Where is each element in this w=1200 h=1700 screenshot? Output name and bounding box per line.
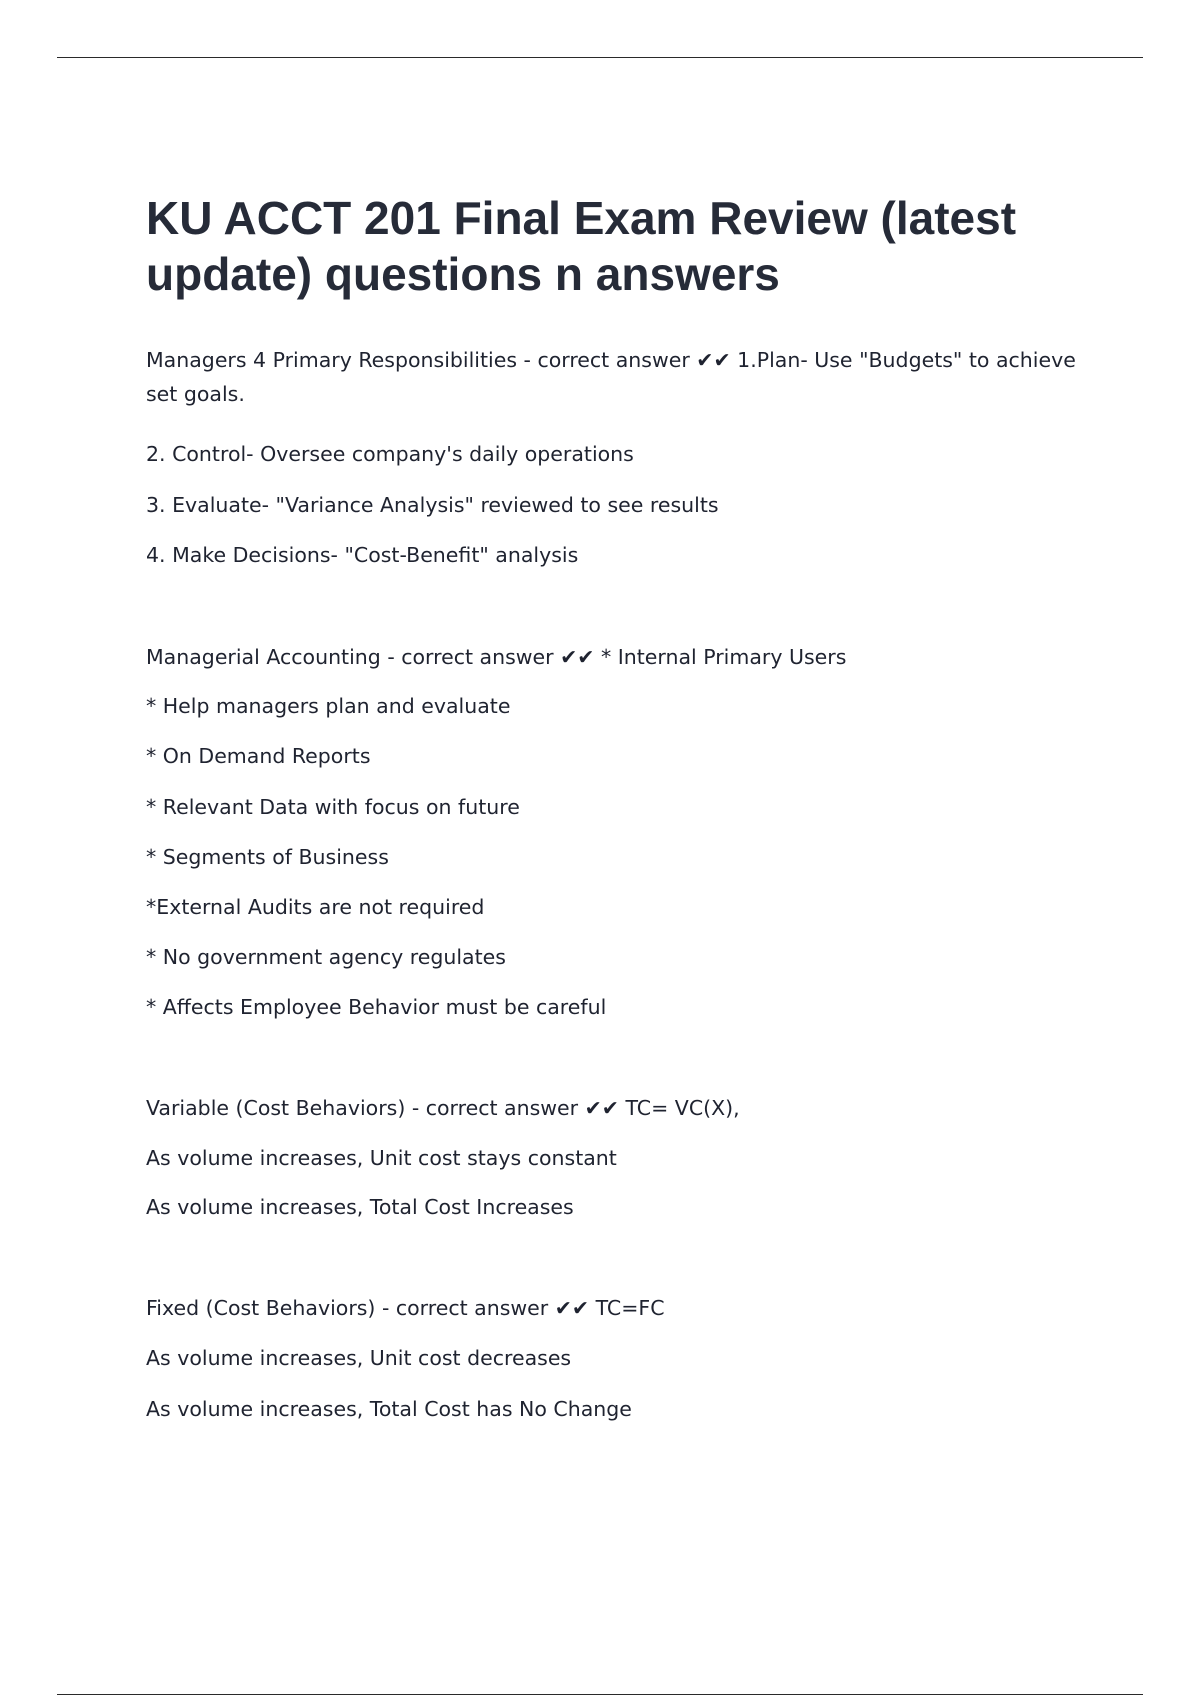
footer-rule: [57, 1694, 1143, 1695]
block-1-line-1: Managers 4 Primary Responsibilities - correct answer ✔✔ 1.Plan- Use "Budgets" to achieve set goals.: [146, 348, 1076, 406]
block-4-line-1: Fixed (Cost Behaviors) - correct answer ✔✔ TC=FC: [146, 1296, 665, 1320]
block-2-line-3: * On Demand Reports: [146, 744, 371, 768]
block-3-line-2: As volume increases, Unit cost stays constant: [146, 1146, 617, 1170]
block-2-line-6: *External Audits are not required: [146, 895, 485, 919]
block-1-line-3: 3. Evaluate- "Variance Analysis" reviewed to see results: [146, 493, 719, 517]
block-2-line-4: * Relevant Data with focus on future: [146, 795, 520, 819]
block-2-line-8: * Affects Employee Behavior must be careful: [146, 995, 607, 1019]
header-rule: [57, 57, 1143, 58]
block-3-line-1: Variable (Cost Behaviors) - correct answer ✔✔ TC= VC(X),: [146, 1096, 740, 1120]
document-title: KU ACCT 201 Final Exam Review (latest update) questions n answers: [146, 192, 1017, 300]
block-2-line-5: * Segments of Business: [146, 845, 389, 869]
block-1-line-2: 2. Control- Oversee company's daily operations: [146, 442, 634, 466]
block-4-line-2: As volume increases, Unit cost decreases: [146, 1346, 572, 1370]
block-2-line-1: Managerial Accounting - correct answer ✔✔ * Internal Primary Users: [146, 645, 847, 669]
block-2-line-2: * Help managers plan and evaluate: [146, 694, 511, 718]
block-4-line-3: As volume increases, Total Cost has No Change: [146, 1397, 632, 1421]
block-2-line-7: * No government agency regulates: [146, 945, 506, 969]
block-3-line-3: As volume increases, Total Cost Increases: [146, 1195, 574, 1219]
block-1-line-4: 4. Make Decisions- "Cost-Benefit" analysis: [146, 543, 579, 567]
